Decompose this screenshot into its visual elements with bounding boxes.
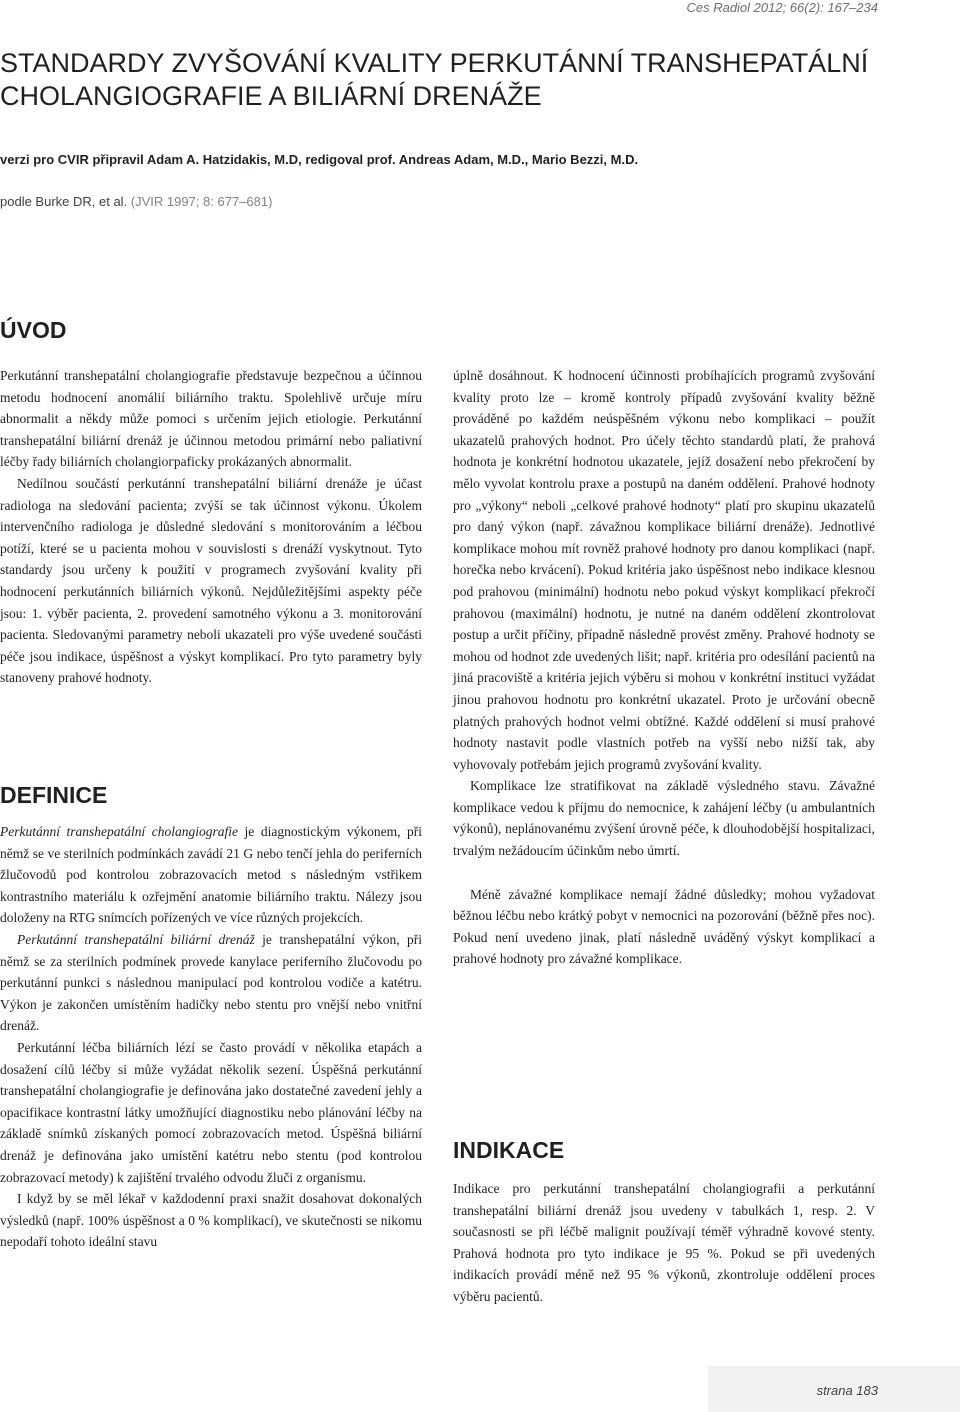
heading-uvod: ÚVOD: [0, 317, 67, 343]
paragraph-text: je transhepatální výkon, při němž se za sterilních podmínek provede kanylace periferního žlučovodu po perkutánní punkci s následnou manipulací pod kontrolou vodiče a katétru. Výkon je zakončen umístěním hadičky nebo stentu pro vnější nebo vnitřní drenáž.: [0, 931, 422, 1034]
uvod-body: [0, 365, 422, 689]
article-title: [0, 47, 900, 113]
paragraph: Indikace pro perkutánní transhepatální cholangiografii a perkutánní transhepatální biliární drenáž jsou uvedeny v tabulkách 1, resp. 2. V současnosti se při léčbě malignit používají téměř výhradně kovové stenty. Prahová hodnota pro tyto indikace je 95 %. Pokud se při uvedených indikacích provádí méně než 95 % výkonů, zkontroluje oddělení proces výběru pacientů.: [453, 1181, 875, 1304]
running-head: Ces Radiol 2012; 66(2): 167–234: [686, 0, 878, 15]
right-column-body: [453, 365, 875, 970]
heading-definice: DEFINICE: [0, 782, 108, 808]
paragraph: Komplikace lze stratifikovat na základě výsledného stavu. Závažné komplikace vedou k příjmu do nemocnice, k zahájení léčby (u ambulantních výkonů), neplánovanému zvýšení úrovně péče, k dlouhodobější hospitalizaci, trvalým nežádoucím účinkům nebo úmrtí.: [453, 778, 875, 859]
source-prefix: podle Burke DR, et al.: [0, 194, 131, 209]
paragraph: Méně závažné komplikace nemají žádné důsledky; mohou vyžadovat běžnou léčbu nebo krátký pobyt v nemocnici na pozorování (běžně přes noc). Pokud není uvedeno jinak, platí následně uváděný výskyt komplikací a prahové hodnoty pro závažné komplikace.: [453, 886, 875, 967]
paragraph: úplně dosáhnout. K hodnocení účinnosti probíhajících programů zvyšování kvality proto lze – kromě kontroly případů zvyšování kvality běžně prováděné po každém neúspěšném výkonu nebo komplikaci – použít ukazatelů prahových hodnot. Pro účely těchto standardů platí, že prahová hodnota je konkrétní hodnotou ukazatele, jejíž dosažení nebo překročení by mělo vyvolat kontrolu praxe a postupů na daném oddělení. Prahové hodnoty pro „výkony“ neboli „celkové prahové hodnoty“ platí pro skupinu ukazatelů pro daný výkon (např. závažnou komplikace biliární drenáže). Jednotlivé komplikace mohou mít rovněž prahové hodnoty pro danou komplikaci (např. horečka nebo krvácení). Pokud kritéria jako úspěšnost nebo indikace klesnou pod prahovou (minimální) hodnotu nebo pokud výskyt komplikací překročí prahovou (maximální) hodnotu, je nutné na daném oddělení zkontrolovat postup a určit příčiny, případně následně provést změny. Prahové hodnoty se mohou od hodnot zde uvedených lišit; např. kritéria pro odesílání pacientů na jiná pracoviště a kritéria jejich výběru si mohou v konkrétní instituci vyžádat jinou prahovou hodnotu pro konkrétní ukazatel. Proto je určování obecně platných prahových hodnot velmi obtížné. Každé oddělení si musí prahové hodnoty nastavit podle vlastních potřeb na vyšší nebo nižší tak, aby vyhovovaly potřebám jejich programů zvyšování kvality.: [453, 368, 875, 772]
paragraph-text: je diagnostickým výkonem, při němž se ve sterilních podmínkách zavádí 21 G nebo tenčí jehla do periferních žlučovodů pod kontrolou zobrazovacích metod s následným vstřikem kontrastního materiálu k ozřejmění anatomie biliárního traktu. Nálezy jsou doloženy na RTG snímcích pořízených ve více různých projekcích.: [0, 824, 422, 926]
title-line: STANDARDY ZVYŠOVÁNÍ KVALITY PERKUTÁNNÍ TRANSHEPATÁLNÍ: [0, 48, 869, 78]
paragraph: [0, 929, 422, 1037]
authors-line: verzi pro CVIR připravil Adam A. Hatzidakis, M.D, redigoval prof. Andreas Adam, M.D., Mario Bezzi, M.D.: [0, 152, 639, 167]
term: Perkutánní transhepatální cholangiografie: [0, 824, 239, 839]
heading-indikace: INDIKACE: [453, 1137, 565, 1163]
page-number: strana 183: [816, 1383, 878, 1398]
paragraph: Perkutánní léčba biliárních lézí se často provádí v několika etapách a dosažení cílů léčby si může vyžádat několik sezení. Úspěšná perkutánní transhepatální cholangiografie je definována jako dostatečné zavedení jehly a opacifikace kontrastní látky umožňující diagnostiku nebo plánování léčby na základě snímků získaných pomocí zobrazovacích metod. Úspěšná biliární drenáž je definována jako umístění katétru nebo stentu (pod kontrolou zobrazovací metody) k zajištění trvalého odvodu žluči z organismu.: [0, 1039, 422, 1185]
source-citation: (JVIR 1997; 8: 677–681): [130, 194, 273, 209]
source-line: [0, 193, 272, 211]
paragraph: Perkutánní transhepatální cholangiografie představuje bezpečnou a účinnou metodu hodnocení anomálií biliárního traktu. Spolehlivě určuje míru abnormalit a někdy může pomoci s určením jejich etiologie. Perkutánní transhepatální biliární drenáž je účinnou metodou primární nebo paliativní léčby řady biliárních cholangioграficky prokázaných abnormalit.: [0, 368, 422, 470]
paragraph: I když by se měl lékař v každodenní praxi snažit dosahovat dokonalých výsledků (např. 100% úspěšnost a 0 % komplikací), ve skutečnosti se nikomu nepodaří tohoto ideální stavu: [0, 1191, 422, 1250]
term: Perkutánní transhepatální biliární drenáž: [17, 931, 255, 947]
definice-body: [0, 821, 422, 1253]
title-line: CHOLANGIOGRAFIE A BILIÁRNÍ DRENÁŽE: [0, 81, 542, 111]
paragraph: Nedílnou součástí perkutánní transhepatální biliární drenáže je účast radiologa na sledování pacienta; zvýší se tak účinnost výkonu. Úkolem intervenčního radiologa je důsledné sledování s monitorováním a léčbou potíží, které se u pacienta mohou v souvislosti s drenáží vyskytnout. Tyto standardy jsou určeny k použití v programech zvyšování kvality při hodnocení perkutánních biliárních výkonů. Nejdůležitějšími aspekty péče jsou: 1. výběr pacienta, 2. provedení samotného výkonu a 3. monitorování pacienta. Sledovanými parametry neboli ukazateli pro výše uvedené součásti péče jsou indikace, úspěšnost a výskyt komplikací. Pro tyto parametry byly stanoveny prahové hodnoty.: [0, 475, 422, 686]
indikace-body: [453, 1178, 875, 1308]
paragraph: [0, 821, 422, 929]
